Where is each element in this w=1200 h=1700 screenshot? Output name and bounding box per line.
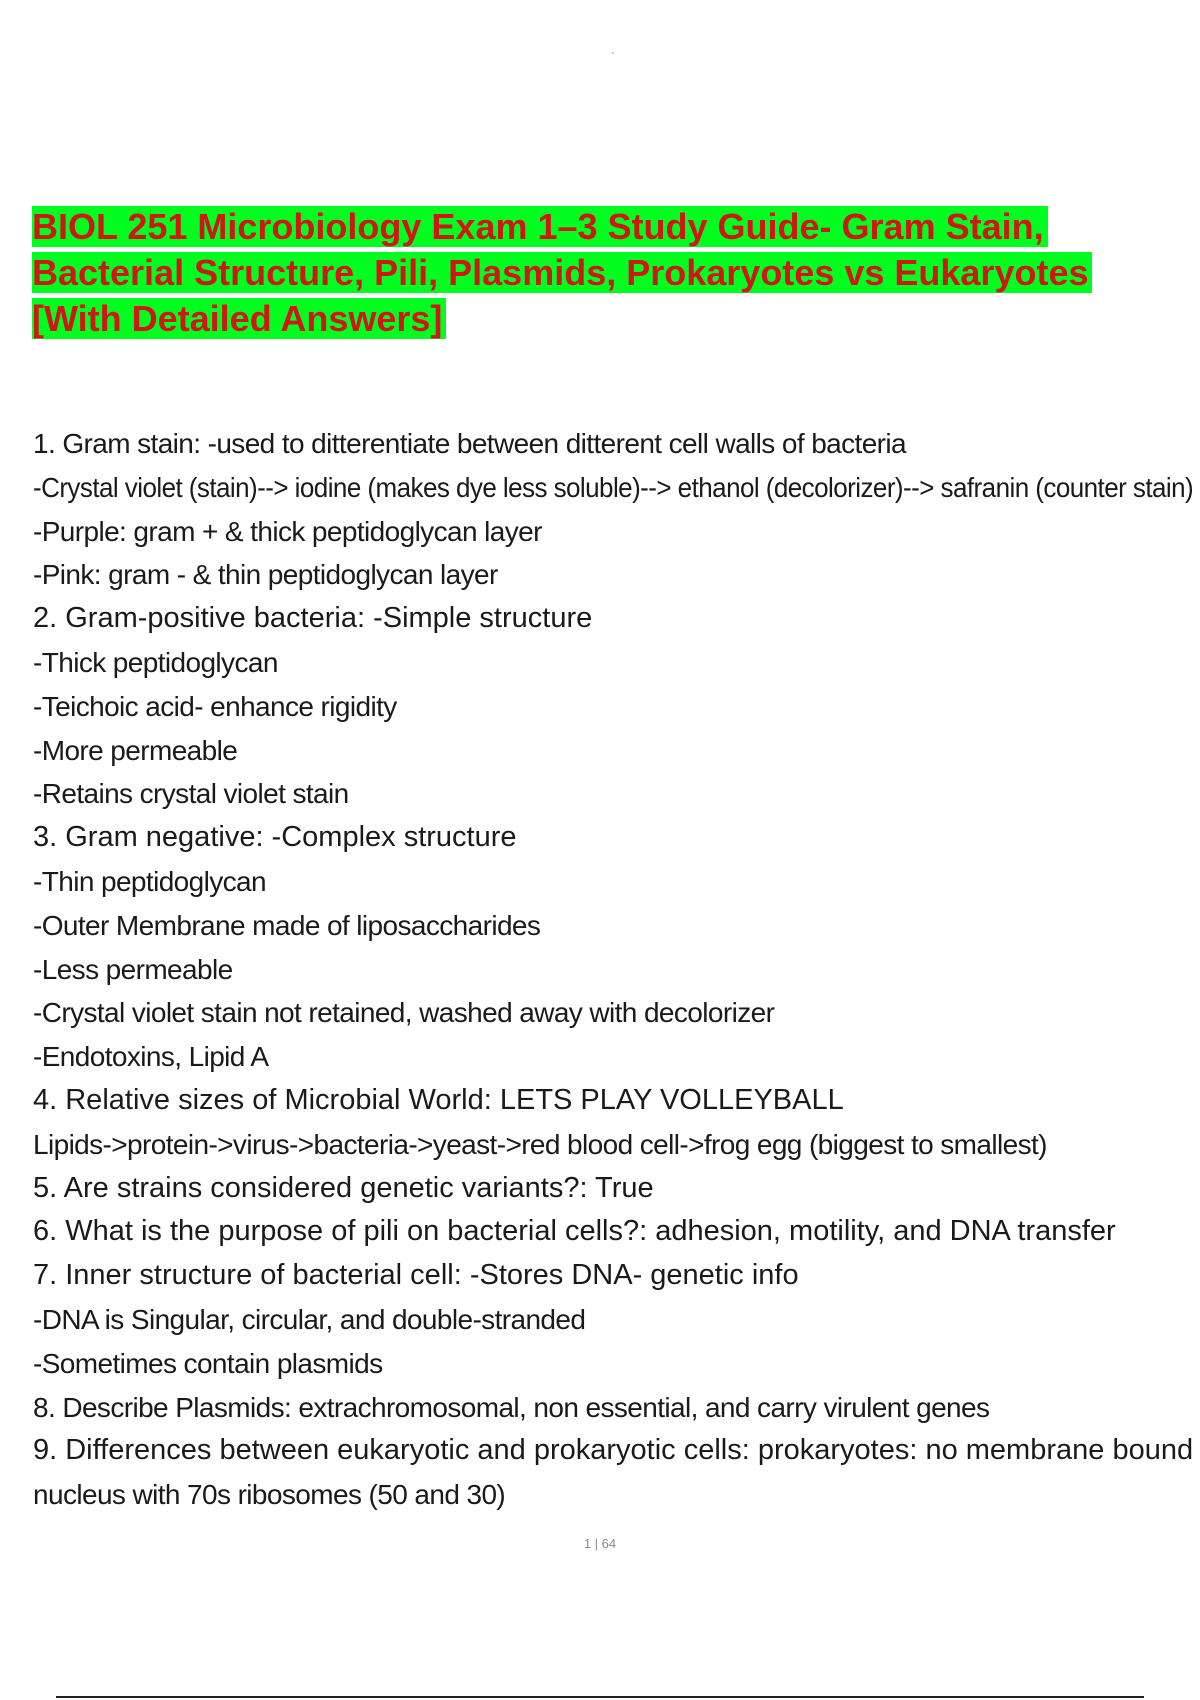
body-line: -Crystal violet stain not retained, washed away with decolorizer (33, 997, 775, 1029)
body-line: 8. Describe Plasmids: extrachromosomal, non essential, and carry virulent genes (33, 1391, 990, 1423)
body-line: -Purple: gram + & thick peptidoglycan layer (33, 515, 542, 547)
body-line: -Teichoic acid- enhance rigidity (33, 690, 397, 722)
body-line: -DNA is Singular, circular, and double-stranded (33, 1303, 586, 1335)
document-title (32, 204, 1200, 342)
body-line: -Pink: gram - & thin peptidoglycan layer (33, 559, 498, 591)
body-line: -Thin peptidoglycan (33, 865, 266, 897)
top-mark (612, 52, 614, 54)
body-line: -Less permeable (33, 953, 233, 985)
body-line: -Outer Membrane made of liposaccharides (33, 909, 541, 941)
body-line: 6. What is the purpose of pili on bacterial cells?: adhesion, motility, and DNA transfer (33, 1215, 1116, 1248)
body-line: 2. Gram-positive bacteria: -Simple structure (33, 602, 593, 635)
body-line: 7. Inner structure of bacterial cell: -Stores DNA- genetic info (33, 1259, 799, 1292)
body-line: 4. Relative sizes of Microbial World: LETS PLAY VOLLEYBALL (33, 1083, 844, 1116)
footer-rule (56, 1696, 1144, 1698)
body-line: 5. Are strains considered genetic variants?: True (33, 1171, 654, 1204)
body-line: -Endotoxins, Lipid A (33, 1041, 269, 1073)
body-line: -Sometimes contain plasmids (33, 1347, 383, 1379)
body-line: -Thick peptidoglycan (33, 646, 278, 678)
title-line-3: [With Detailed Answers] (32, 296, 1200, 342)
page-number: 1 | 64 (583, 1536, 617, 1551)
body-line: nucleus with 70s ribosomes (50 and 30) (33, 1479, 506, 1511)
title-line-1: BIOL 251 Microbiology Exam 1–3 Study Guide- Gram Stain, (32, 204, 1200, 250)
body-line: 3. Gram negative: -Complex structure (33, 821, 517, 854)
body-line: -More permeable (33, 734, 238, 766)
study-guide-body (33, 422, 1193, 1517)
body-line: 1. Gram stain: -used to ditterentiate between ditterent cell walls of bacteria (33, 428, 907, 459)
body-line: Lipids->protein->virus->bacteria->yeast->red blood cell->frog egg (biggest to smallest) (33, 1128, 1047, 1160)
body-line: -Retains crystal violet stain (33, 778, 349, 810)
body-line: 9. Differences between eukaryotic and prokaryotic cells: prokaryotes: no membrane bound (33, 1434, 1193, 1467)
title-line-2: Bacterial Structure, Pili, Plasmids, Prokaryotes vs Eukaryotes (32, 250, 1200, 296)
body-line: -Crystal violet (stain)--> iodine (makes dye less soluble)--> ethanol (decolorizer)--> safranin (counter stain) (33, 471, 1193, 503)
